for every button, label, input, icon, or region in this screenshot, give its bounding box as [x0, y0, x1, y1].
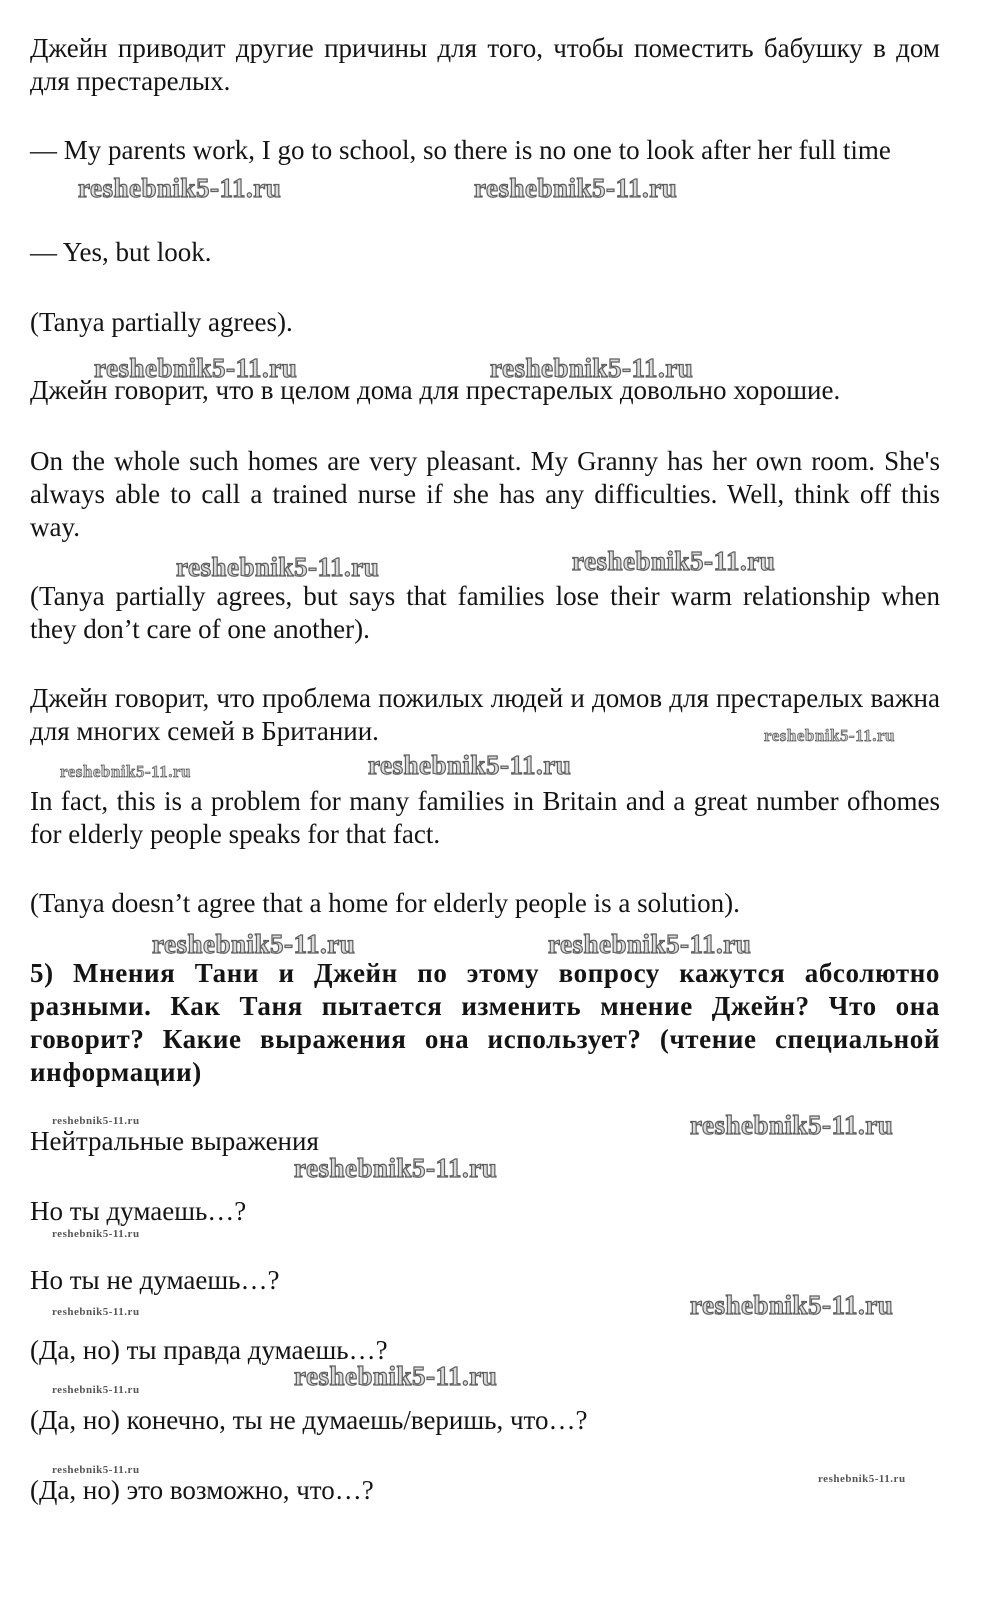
paragraph-8: Джейн говорит, что проблема пожилых людей и домов для престарелых важна для многих семей в Британии.	[30, 683, 940, 746]
watermark: reshebnik5-11.ru	[764, 726, 895, 745]
paragraph-14: (Да, но) ты правда думаешь…?	[30, 1335, 388, 1365]
paragraph-1: Джейн приводит другие причины для того, чтобы поместить бабушку в дом для престарелых.	[30, 33, 940, 96]
watermark: reshebnik5-11.ru	[94, 353, 298, 383]
watermark: reshebnik5-11.ru	[818, 1473, 906, 1485]
paragraph-7: (Tanya partially agrees, but says that families lose their warm relationship when they don’t care of one another).	[30, 581, 940, 644]
watermark: reshebnik5-11.ru	[52, 1464, 140, 1476]
paragraph-12: Но ты думаешь…?	[30, 1196, 247, 1226]
watermark: reshebnik5-11.ru	[572, 546, 776, 576]
paragraph-10: (Tanya doesn’t agree that a home for elderly people is a solution).	[30, 888, 740, 918]
paragraph-15: (Да, но) конечно, ты не думаешь/веришь, что…?	[30, 1405, 588, 1435]
watermark: reshebnik5-11.ru	[52, 1228, 140, 1240]
paragraph-4: (Tanya partially agrees).	[30, 307, 293, 337]
watermark: reshebnik5-11.ru	[294, 1153, 498, 1183]
watermark: reshebnik5-11.ru	[690, 1290, 894, 1320]
paragraph-13: Но ты не думаешь…?	[30, 1265, 280, 1295]
watermark: reshebnik5-11.ru	[294, 1361, 498, 1391]
watermark: reshebnik5-11.ru	[152, 929, 356, 959]
paragraph-16: (Да, но) это возможно, что…?	[30, 1475, 374, 1505]
paragraph-6: On the whole such homes are very pleasant. My Granny has her own room. She's always able to call a trained nurse if she has any difficulties. Well, think off this way.	[30, 446, 940, 542]
watermark: reshebnik5-11.ru	[490, 353, 694, 383]
paragraph-3: — Yes, but look.	[30, 237, 212, 267]
watermark: reshebnik5-11.ru	[52, 1306, 140, 1318]
paragraph-11: Нейтральные выражения	[30, 1126, 319, 1156]
watermark: reshebnik5-11.ru	[78, 173, 282, 203]
watermark: reshebnik5-11.ru	[60, 762, 191, 781]
watermark: reshebnik5-11.ru	[52, 1384, 140, 1396]
paragraph-9: In fact, this is a problem for many families in Britain and a great number ofhomes for elderly people speaks for that fact.	[30, 786, 940, 849]
watermark: reshebnik5-11.ru	[52, 1115, 140, 1127]
watermark: reshebnik5-11.ru	[690, 1110, 894, 1140]
paragraph-2: — My parents work, I go to school, so there is no one to look after her full time	[30, 135, 891, 165]
task-heading: 5) Мнения Тани и Джейн по этому вопросу кажутся абсолютно разными. Как Таня пытается изменить мнение Джейн? Что она говорит? Какие выражения она использует? (чтение специальной информации)	[30, 958, 940, 1087]
watermark: reshebnik5-11.ru	[368, 750, 572, 780]
paragraph-5: Джейн говорит, что в целом дома для престарелых довольно хорошие.	[30, 375, 841, 405]
watermark: reshebnik5-11.ru	[474, 173, 678, 203]
watermark: reshebnik5-11.ru	[176, 552, 380, 582]
watermark: reshebnik5-11.ru	[548, 929, 752, 959]
